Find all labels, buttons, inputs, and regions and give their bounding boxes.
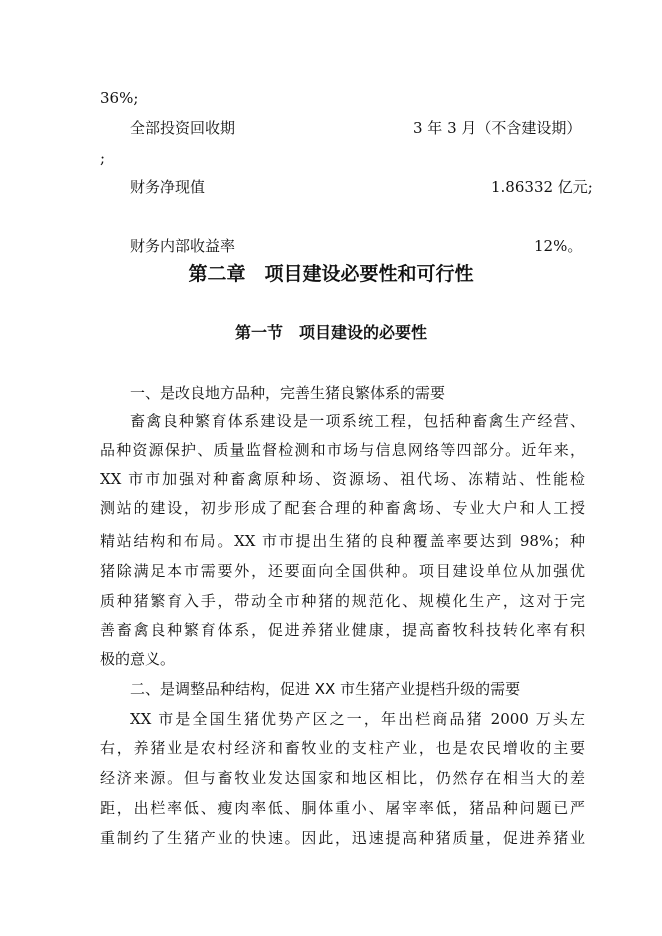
paragraph-line: 右，养猪业是农村经济和畜牧业的支柱产业，也是农民增收的主要 <box>100 739 585 757</box>
paragraph-line: 测站的建设，初步形成了配套合理的种畜禽场、专业大户和人工授 <box>100 499 585 517</box>
paragraph-line: 精站结构和布局。XX 市市提出生猪的良种覆盖率要达到 98%；种 <box>100 532 585 550</box>
paragraph-line: 善畜禽良种繁育体系，促进养猪业健康，提高畜牧科技转化率有积 <box>100 621 585 639</box>
paragraph-line: 距，出栏率低、瘦肉率低、胴体重小、屠宰率低，猪品种问题已严 <box>100 799 585 817</box>
paragraph-line: XX 市市加强对种畜禽原种场、资源场、祖代场、冻精站、性能检 <box>100 470 585 488</box>
subsection-heading-2: 二、是调整品种结构，促进 XX 市生猪产业提档升级的需要 <box>130 680 521 698</box>
paragraph-line: 经济来源。但与畜牧业发达国家和地区相比，仍然存在相当大的差 <box>100 769 585 787</box>
section-title: 第一节 项目建设的必要性 <box>234 323 427 342</box>
paragraph-line: 质种猪繁育入手，带动全市种猪的规范化、规模化生产，这对于完 <box>100 592 585 610</box>
dangling-semicolon: ; <box>100 149 106 167</box>
paragraph-line: XX 市是全国生猪优势产区之一，年出栏商品猪 2000 万头左 <box>130 710 585 728</box>
summary-label-irr: 财务内部收益率 <box>130 237 236 255</box>
summary-value-npv: 1.86332 亿元; <box>491 178 593 196</box>
summary-value-payback: 3 年 3 月（不含建设期） <box>413 119 582 137</box>
subsection-heading-1: 一、是改良地方品种，完善生猪良繁体系的需要 <box>130 384 446 402</box>
summary-value-irr: 12%。 <box>534 237 583 255</box>
paragraph-line: 极的意义。 <box>100 650 176 668</box>
summary-label-payback: 全部投资回收期 <box>130 119 236 137</box>
carry-over-text: 36%; <box>100 89 139 107</box>
chapter-title: 第二章 项目建设必要性和可行性 <box>188 263 474 285</box>
paragraph-line: 重制约了生猪产业的快速。因此，迅速提高种猪质量，促进养猪业 <box>100 829 585 847</box>
summary-label-npv: 财务净现值 <box>130 178 206 196</box>
paragraph-line: 品种资源保护、质量监督检测和市场与信息网络等四部分。近年来， <box>100 441 585 459</box>
paragraph-line: 猪除满足本市需要外，还要面向全国供种。项目建设单位从加强优 <box>100 562 585 580</box>
paragraph-line: 畜禽良种繁育体系建设是一项系统工程，包括种畜禽生产经营、 <box>130 412 585 430</box>
